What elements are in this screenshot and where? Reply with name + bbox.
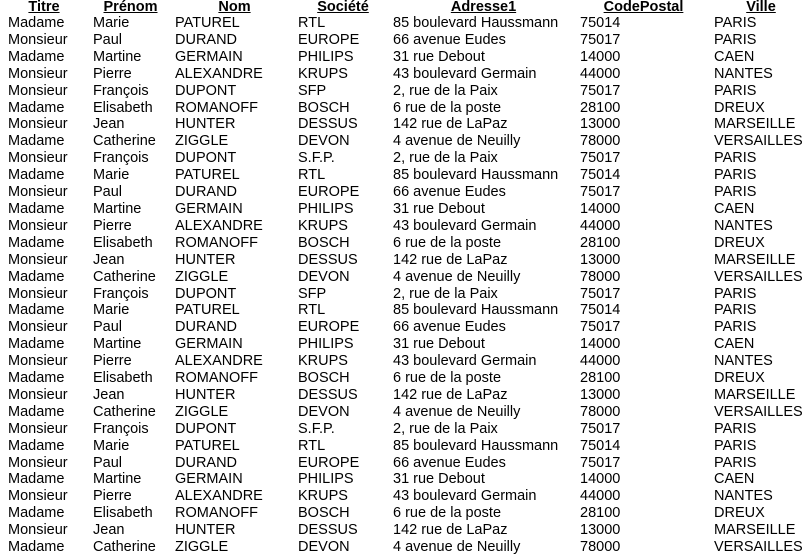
- header-row: [0, 0, 812, 15]
- table-row[interactable]: [0, 66, 812, 83]
- cell-nom: DURAND: [175, 454, 238, 471]
- cell-nom: ZIGGLE: [175, 268, 229, 285]
- cell-ville: DREUX: [714, 99, 765, 116]
- cell-prenom: Pierre: [93, 488, 132, 505]
- cell-ville: CAEN: [714, 200, 755, 217]
- cell-ville: PARIS: [714, 302, 757, 319]
- cell-adresse1: 85 boulevard Haussmann: [393, 167, 559, 184]
- cell-ville: MARSEILLE: [714, 116, 796, 133]
- table-row[interactable]: [0, 421, 812, 438]
- cell-prenom: Marie: [93, 167, 130, 184]
- cell-societe: EUROPE: [298, 184, 360, 201]
- cell-adresse1: 4 avenue de Neuilly: [393, 403, 521, 420]
- cell-societe: PHILIPS: [298, 200, 354, 217]
- cell-ville: PARIS: [714, 184, 757, 201]
- cell-societe: EUROPE: [298, 319, 360, 336]
- cell-prenom: Catherine: [93, 403, 156, 420]
- cell-prenom: Marie: [93, 302, 130, 319]
- cell-societe: DESSUS: [298, 522, 358, 539]
- cell-titre: Madame: [8, 234, 65, 251]
- cell-codepostal: 28100: [580, 234, 621, 251]
- cell-titre: Monsieur: [8, 420, 68, 437]
- cell-codepostal: 44000: [580, 353, 621, 370]
- cell-prenom: Catherine: [93, 268, 156, 285]
- cell-adresse1: 142 rue de LaPaz: [393, 386, 508, 403]
- cell-adresse1: 31 rue Debout: [393, 48, 485, 65]
- table-row[interactable]: [0, 252, 812, 269]
- cell-codepostal: 78000: [580, 539, 621, 556]
- cell-prenom: Catherine: [93, 133, 156, 150]
- cell-societe: KRUPS: [298, 217, 348, 234]
- cell-prenom: François: [93, 420, 149, 437]
- cell-societe: KRUPS: [298, 353, 348, 370]
- cell-prenom: Martine: [93, 200, 142, 217]
- table-row[interactable]: [0, 15, 812, 32]
- cell-ville: VERSAILLES: [714, 133, 803, 150]
- cell-prenom: Catherine: [93, 539, 156, 556]
- cell-codepostal: 78000: [580, 403, 621, 420]
- cell-prenom: Elisabeth: [93, 505, 153, 522]
- cell-nom: GERMAIN: [175, 471, 243, 488]
- cell-codepostal: 75017: [580, 420, 621, 437]
- cell-titre: Madame: [8, 167, 65, 184]
- cell-titre: Monsieur: [8, 65, 68, 82]
- cell-adresse1: 31 rue Debout: [393, 471, 485, 488]
- cell-titre: Madame: [8, 200, 65, 217]
- cell-societe: BOSCH: [298, 505, 350, 522]
- cell-codepostal: 14000: [580, 336, 621, 353]
- cell-titre: Monsieur: [8, 386, 68, 403]
- cell-nom: PATUREL: [175, 302, 240, 319]
- cell-prenom: François: [93, 82, 149, 99]
- cell-codepostal: 13000: [580, 522, 621, 539]
- cell-ville: PARIS: [714, 31, 757, 48]
- cell-nom: ROMANOFF: [175, 505, 258, 522]
- cell-titre: Madame: [8, 437, 65, 454]
- table-row[interactable]: [0, 116, 812, 133]
- column-header-ville[interactable]: Ville: [746, 0, 776, 15]
- cell-nom: HUNTER: [175, 251, 236, 268]
- cell-nom: DUPONT: [175, 285, 237, 302]
- cell-codepostal: 75017: [580, 82, 621, 99]
- cell-ville: MARSEILLE: [714, 522, 796, 539]
- cell-nom: ALEXANDRE: [175, 488, 263, 505]
- cell-societe: S.F.P.: [298, 420, 335, 437]
- cell-societe: DEVON: [298, 539, 350, 556]
- cell-codepostal: 75014: [580, 167, 621, 184]
- cell-nom: GERMAIN: [175, 200, 243, 217]
- cell-codepostal: 14000: [580, 471, 621, 488]
- cell-nom: DURAND: [175, 31, 238, 48]
- cell-adresse1: 2, rue de la Paix: [393, 150, 498, 167]
- cell-adresse1: 142 rue de LaPaz: [393, 116, 508, 133]
- table-row[interactable]: [0, 32, 812, 49]
- cell-codepostal: 13000: [580, 251, 621, 268]
- table-row[interactable]: [0, 455, 812, 472]
- column-header-adresse1[interactable]: Adresse1: [450, 0, 517, 15]
- cell-nom: PATUREL: [175, 167, 240, 184]
- cell-adresse1: 31 rue Debout: [393, 200, 485, 217]
- cell-codepostal: 75014: [580, 302, 621, 319]
- cell-ville: DREUX: [714, 234, 765, 251]
- table-row[interactable]: [0, 302, 812, 319]
- cell-nom: HUNTER: [175, 386, 236, 403]
- cell-titre: Monsieur: [8, 251, 68, 268]
- cell-titre: Madame: [8, 370, 65, 387]
- cell-ville: CAEN: [714, 471, 755, 488]
- cell-prenom: Marie: [93, 15, 130, 31]
- cell-adresse1: 66 avenue Eudes: [393, 184, 506, 201]
- cell-titre: Madame: [8, 268, 65, 285]
- cell-adresse1: 6 rue de la poste: [393, 505, 502, 522]
- cell-nom: DURAND: [175, 184, 238, 201]
- cell-adresse1: 6 rue de la poste: [393, 99, 502, 116]
- cell-societe: PHILIPS: [298, 336, 354, 353]
- table-row[interactable]: [0, 336, 812, 353]
- cell-codepostal: 44000: [580, 488, 621, 505]
- cell-titre: Madame: [8, 403, 65, 420]
- table-row[interactable]: [0, 488, 812, 505]
- cell-titre: Madame: [8, 15, 65, 31]
- cell-titre: Monsieur: [8, 31, 68, 48]
- cell-titre: Madame: [8, 336, 65, 353]
- cell-ville: PARIS: [714, 82, 757, 99]
- cell-ville: NANTES: [714, 353, 773, 370]
- cell-ville: NANTES: [714, 65, 773, 82]
- cell-societe: DESSUS: [298, 116, 358, 133]
- cell-adresse1: 66 avenue Eudes: [393, 454, 506, 471]
- cell-societe: DEVON: [298, 403, 350, 420]
- cell-nom: ALEXANDRE: [175, 353, 263, 370]
- cell-adresse1: 2, rue de la Paix: [393, 285, 498, 302]
- table-row[interactable]: [0, 370, 812, 387]
- cell-adresse1: 85 boulevard Haussmann: [393, 15, 559, 31]
- cell-prenom: Elisabeth: [93, 370, 153, 387]
- cell-ville: CAEN: [714, 336, 755, 353]
- table-row[interactable]: [0, 522, 812, 539]
- cell-nom: ALEXANDRE: [175, 65, 263, 82]
- cell-codepostal: 78000: [580, 133, 621, 150]
- cell-ville: MARSEILLE: [714, 386, 796, 403]
- cell-adresse1: 6 rue de la poste: [393, 370, 502, 387]
- cell-societe: PHILIPS: [298, 48, 354, 65]
- cell-ville: CAEN: [714, 48, 755, 65]
- table-row[interactable]: [0, 100, 812, 117]
- cell-prenom: Paul: [93, 31, 123, 48]
- table-row[interactable]: [0, 201, 812, 218]
- cell-codepostal: 75017: [580, 31, 621, 48]
- cell-societe: SFP: [298, 285, 327, 302]
- cell-codepostal: 28100: [580, 370, 621, 387]
- cell-ville: PARIS: [714, 167, 757, 184]
- cell-codepostal: 75014: [580, 437, 621, 454]
- column-header-prenom[interactable]: Prénom: [103, 0, 158, 15]
- cell-societe: S.F.P.: [298, 150, 335, 167]
- cell-nom: ROMANOFF: [175, 370, 258, 387]
- cell-societe: PHILIPS: [298, 471, 354, 488]
- cell-societe: SFP: [298, 82, 327, 99]
- cell-prenom: Paul: [93, 184, 123, 201]
- table-row[interactable]: [0, 438, 812, 455]
- cell-titre: Monsieur: [8, 116, 68, 133]
- cell-titre: Madame: [8, 48, 65, 65]
- cell-codepostal: 44000: [580, 65, 621, 82]
- cell-nom: ZIGGLE: [175, 539, 229, 556]
- table-row[interactable]: [0, 133, 812, 150]
- cell-societe: RTL: [298, 302, 326, 319]
- cell-nom: GERMAIN: [175, 48, 243, 65]
- cell-societe: RTL: [298, 167, 326, 184]
- cell-nom: ROMANOFF: [175, 99, 258, 116]
- cell-codepostal: 44000: [580, 217, 621, 234]
- cell-ville: VERSAILLES: [714, 539, 803, 556]
- cell-codepostal: 78000: [580, 268, 621, 285]
- cell-nom: DUPONT: [175, 82, 237, 99]
- cell-adresse1: 43 boulevard Germain: [393, 65, 537, 82]
- cell-ville: MARSEILLE: [714, 251, 796, 268]
- cell-societe: DESSUS: [298, 386, 358, 403]
- cell-prenom: Marie: [93, 437, 130, 454]
- cell-societe: EUROPE: [298, 31, 360, 48]
- cell-codepostal: 28100: [580, 505, 621, 522]
- cell-ville: PARIS: [714, 285, 757, 302]
- table-row[interactable]: [0, 167, 812, 184]
- cell-adresse1: 4 avenue de Neuilly: [393, 133, 521, 150]
- cell-prenom: Martine: [93, 336, 142, 353]
- cell-codepostal: 75017: [580, 150, 621, 167]
- cell-prenom: Jean: [93, 251, 125, 268]
- cell-codepostal: 13000: [580, 116, 621, 133]
- table-row[interactable]: [0, 404, 812, 421]
- cell-codepostal: 75017: [580, 454, 621, 471]
- cell-societe: BOSCH: [298, 99, 350, 116]
- cell-adresse1: 4 avenue de Neuilly: [393, 268, 521, 285]
- cell-adresse1: 43 boulevard Germain: [393, 488, 537, 505]
- cell-titre: Monsieur: [8, 285, 68, 302]
- cell-titre: Madame: [8, 539, 65, 556]
- table-row[interactable]: [0, 353, 812, 370]
- cell-ville: DREUX: [714, 370, 765, 387]
- table-row[interactable]: [0, 269, 812, 286]
- cell-codepostal: 28100: [580, 99, 621, 116]
- column-header-titre[interactable]: Titre: [28, 0, 60, 15]
- cell-prenom: François: [93, 150, 149, 167]
- cell-adresse1: 2, rue de la Paix: [393, 420, 498, 437]
- cell-prenom: Paul: [93, 319, 123, 336]
- cell-nom: DUPONT: [175, 420, 237, 437]
- cell-adresse1: 66 avenue Eudes: [393, 319, 506, 336]
- cell-titre: Monsieur: [8, 82, 68, 99]
- cell-codepostal: 75017: [580, 319, 621, 336]
- cell-titre: Madame: [8, 471, 65, 488]
- cell-societe: RTL: [298, 437, 326, 454]
- cell-ville: PARIS: [714, 15, 757, 31]
- cell-ville: DREUX: [714, 505, 765, 522]
- cell-societe: DEVON: [298, 133, 350, 150]
- cell-ville: PARIS: [714, 454, 757, 471]
- cell-codepostal: 14000: [580, 200, 621, 217]
- cell-titre: Madame: [8, 99, 65, 116]
- cell-titre: Monsieur: [8, 454, 68, 471]
- cell-nom: GERMAIN: [175, 336, 243, 353]
- cell-adresse1: 4 avenue de Neuilly: [393, 539, 521, 556]
- cell-nom: DUPONT: [175, 150, 237, 167]
- cell-codepostal: 13000: [580, 386, 621, 403]
- cell-societe: DEVON: [298, 268, 350, 285]
- cell-ville: PARIS: [714, 437, 757, 454]
- cell-prenom: Pierre: [93, 65, 132, 82]
- cell-titre: Monsieur: [8, 217, 68, 234]
- table-row[interactable]: [0, 150, 812, 167]
- cell-codepostal: 75017: [580, 285, 621, 302]
- cell-titre: Monsieur: [8, 522, 68, 539]
- table-row[interactable]: [0, 218, 812, 235]
- cell-ville: VERSAILLES: [714, 403, 803, 420]
- table-row[interactable]: [0, 286, 812, 303]
- cell-societe: BOSCH: [298, 370, 350, 387]
- cell-adresse1: 142 rue de LaPaz: [393, 251, 508, 268]
- cell-societe: KRUPS: [298, 65, 348, 82]
- table-row[interactable]: [0, 184, 812, 201]
- cell-ville: PARIS: [714, 319, 757, 336]
- cell-nom: ZIGGLE: [175, 403, 229, 420]
- cell-prenom: Elisabeth: [93, 234, 153, 251]
- cell-titre: Madame: [8, 133, 65, 150]
- cell-prenom: Martine: [93, 48, 142, 65]
- cell-titre: Monsieur: [8, 150, 68, 167]
- cell-ville: NANTES: [714, 488, 773, 505]
- table-row[interactable]: [0, 83, 812, 100]
- cell-societe: BOSCH: [298, 234, 350, 251]
- cell-nom: PATUREL: [175, 15, 240, 31]
- cell-nom: ALEXANDRE: [175, 217, 263, 234]
- cell-societe: EUROPE: [298, 454, 360, 471]
- cell-societe: DESSUS: [298, 251, 358, 268]
- cell-adresse1: 2, rue de la Paix: [393, 82, 498, 99]
- cell-prenom: Elisabeth: [93, 99, 153, 116]
- cell-nom: HUNTER: [175, 522, 236, 539]
- cell-prenom: Pierre: [93, 353, 132, 370]
- cell-adresse1: 85 boulevard Haussmann: [393, 437, 559, 454]
- cell-nom: ZIGGLE: [175, 133, 229, 150]
- cell-codepostal: 14000: [580, 48, 621, 65]
- cell-ville: NANTES: [714, 217, 773, 234]
- table-header: [0, 0, 812, 15]
- table-row[interactable]: [0, 505, 812, 522]
- cell-prenom: Pierre: [93, 217, 132, 234]
- cell-adresse1: 66 avenue Eudes: [393, 31, 506, 48]
- cell-prenom: Jean: [93, 522, 125, 539]
- cell-societe: KRUPS: [298, 488, 348, 505]
- cell-adresse1: 85 boulevard Haussmann: [393, 302, 559, 319]
- table-row[interactable]: [0, 539, 812, 556]
- cell-nom: HUNTER: [175, 116, 236, 133]
- cell-nom: PATUREL: [175, 437, 240, 454]
- column-header-codepostal[interactable]: CodePostal: [603, 0, 684, 15]
- cell-prenom: Jean: [93, 116, 125, 133]
- table-row[interactable]: [0, 387, 812, 404]
- cell-adresse1: 43 boulevard Germain: [393, 353, 537, 370]
- table-row[interactable]: [0, 471, 812, 488]
- cell-adresse1: 6 rue de la poste: [393, 234, 502, 251]
- cell-ville: PARIS: [714, 150, 757, 167]
- cell-prenom: François: [93, 285, 149, 302]
- column-header-nom[interactable]: Nom: [218, 0, 251, 15]
- cell-codepostal: 75017: [580, 184, 621, 201]
- cell-titre: Monsieur: [8, 319, 68, 336]
- cell-prenom: Martine: [93, 471, 142, 488]
- cell-titre: Madame: [8, 302, 65, 319]
- cell-societe: RTL: [298, 15, 326, 31]
- table-body: [0, 15, 812, 556]
- cell-titre: Monsieur: [8, 353, 68, 370]
- column-header-societe[interactable]: Société: [317, 0, 369, 15]
- cell-titre: Monsieur: [8, 488, 68, 505]
- cell-titre: Madame: [8, 505, 65, 522]
- table-row[interactable]: [0, 319, 812, 336]
- cell-nom: ROMANOFF: [175, 234, 258, 251]
- cell-nom: DURAND: [175, 319, 238, 336]
- cell-titre: Monsieur: [8, 184, 68, 201]
- cell-prenom: Jean: [93, 386, 125, 403]
- cell-adresse1: 142 rue de LaPaz: [393, 522, 508, 539]
- table-row[interactable]: [0, 235, 812, 252]
- table-row[interactable]: [0, 49, 812, 66]
- cell-ville: PARIS: [714, 420, 757, 437]
- cell-prenom: Paul: [93, 454, 123, 471]
- cell-adresse1: 31 rue Debout: [393, 336, 485, 353]
- cell-codepostal: 75014: [580, 15, 621, 31]
- cell-ville: VERSAILLES: [714, 268, 803, 285]
- cell-adresse1: 43 boulevard Germain: [393, 217, 537, 234]
